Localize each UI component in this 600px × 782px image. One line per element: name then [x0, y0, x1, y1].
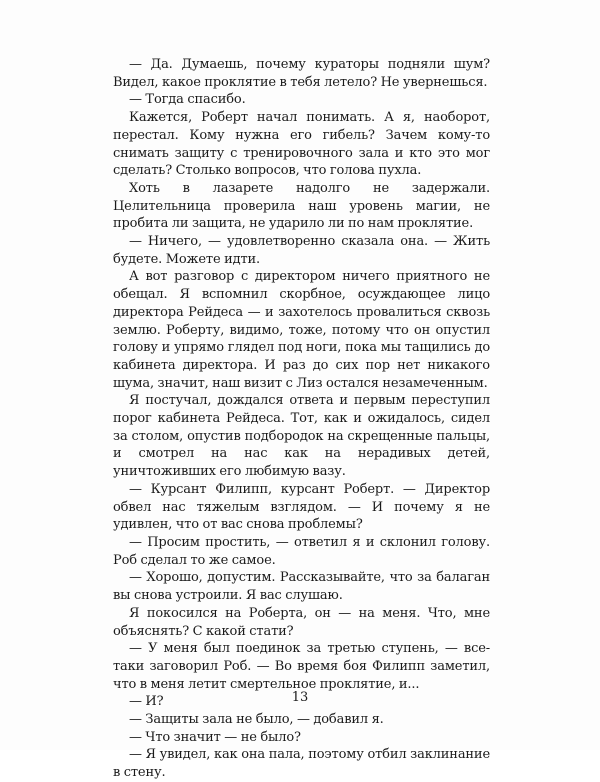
paragraph: — Курсант Филипп, курсант Роберт. — Директор обвел нас тяжелым взглядом. — И почему я не удивлен, что от вас снова проблемы?: [113, 481, 490, 533]
paragraph: — Просим простить, — ответил я и склонил голову. Роб сделал то же самое.: [113, 534, 490, 568]
paragraph: — Защиты зала не было, — добавил я.: [129, 712, 384, 728]
paragraph: Хоть в лазарете надолго не задержали. Целительница проверила наш уровень магии, не пробита ли защита, не ударило ли по нам проклятие.: [113, 180, 490, 232]
paragraph: — Тогда спасибо.: [129, 92, 246, 108]
body-text: [113, 56, 490, 782]
paragraph: — Хорошо, допустим. Рассказывайте, что за балаган вы снова устроили. Я вас слушаю.: [113, 570, 490, 604]
paragraph: Кажется, Роберт начал понимать. А я, наоборот, перестал. Кому нужна его гибель? Зачем кому-то снимать защиту с тренировочного зала и кто это мог сделать? Столько вопросов, что голова пухла.: [113, 110, 490, 179]
paragraph: — Ничего, — удовлетворенно сказала она. — Жить будете. Можете идти.: [113, 234, 490, 267]
paragraph: Я покосился на Роберта, он — на меня. Что, мне объяснять? С какой стати?: [113, 605, 490, 639]
paragraph: — У меня был поединок за третью ступень, — все-таки заговорил Роб. — Во время боя Филипп заметил, что в меня летит смертельное проклятие, и...: [113, 641, 490, 692]
paragraph: — Да. Думаешь, почему кураторы подняли шум? Видел, какое проклятие в тебя летело? Не увернешься.: [113, 57, 490, 90]
paragraph: Я постучал, дождался ответа и первым переступил порог кабинета Рейдеса. Тот, как и ожидалось, сидел за столом, опустив подбородок на скрещенные пальцы, и смотрел на нас как на нерадивых детей, уничтоживших его любимую вазу.: [113, 393, 490, 480]
page-number: 13: [291, 690, 309, 705]
paragraph: А вот разговор с директором ничего приятного не обещал. Я вспомнил скорбное, осуждающее лицо директора Рейдеса — и захотелось провалиться сквозь землю. Роберту, видимо, тоже, потому что он опустил голову и упрямо глядел под ноги, пока мы тащились до кабинета директора. И раз до сих пор нет никакого шума, значит, наш визит с Лиз остался незамеченным.: [113, 269, 490, 391]
paragraph: — Я увидел, как она пала, поэтому отбил заклинание в стену.: [113, 747, 490, 781]
paragraph: — И?: [129, 694, 164, 710]
paragraph: — Что значит — не было?: [129, 729, 301, 745]
